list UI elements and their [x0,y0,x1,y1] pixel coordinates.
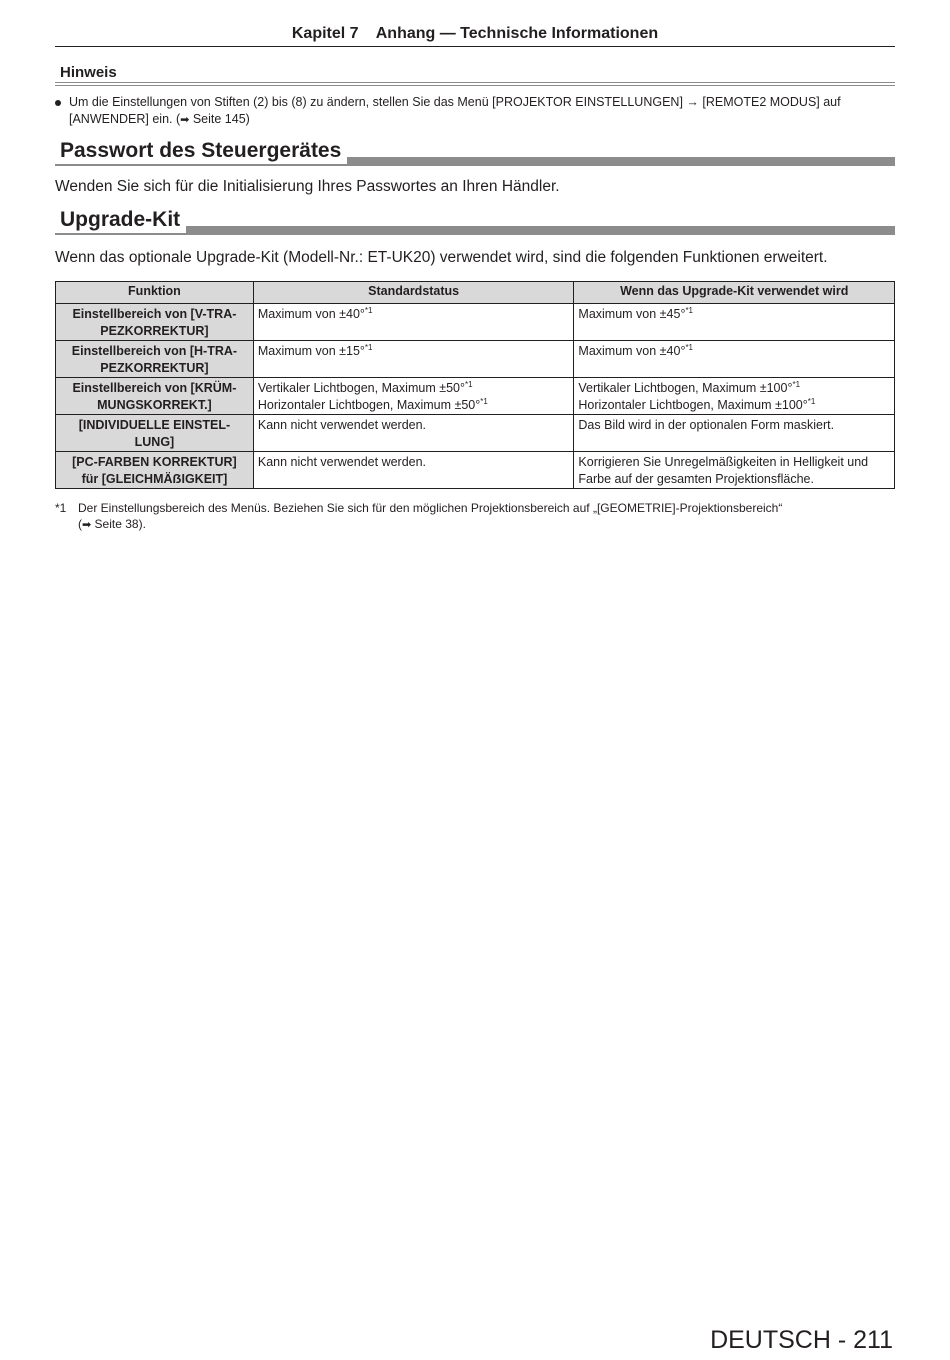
upgrade-status-cell: Vertikaler Lichtbogen, Maximum ±100°$^{*1}$ Horizontaler Lichtbogen, Maximum ±100°$^{*1}$ [574,378,895,415]
function-cell: [INDIVIDUELLE EINSTEL- LUNG] [56,415,254,452]
note-text: Um die Einstellungen von Stiften (2) bis (8) zu ändern, stellen Sie das Menü [PROJEKTOR EINSTELLUNGEN] → [REMOTE2 MODUS] auf [ANWENDER] ein. (➡ Seite 145) [69,94,895,129]
standard-status-cell: Maximum von ±15°$^{*1}$ [253,341,574,378]
footnote [55,501,895,533]
function-cell: Einstellbereich von [V-TRA- PEZKORREKTUR] [56,304,254,341]
footnote-mark: *1 [55,501,67,515]
section-heading-password [55,138,895,166]
table-row [56,415,895,452]
running-header [55,24,895,47]
standard-status-cell: Maximum von ±40°$^{*1}$ [253,304,574,341]
page-reference-arrow-icon: ➡ [82,518,92,531]
note-heading [55,62,895,86]
chapter-title: Kapitel 7 Anhang — Technische Informationen [291,25,659,42]
upgrade-kit-table [55,281,895,489]
upgrade-status-cell: Korrigieren Sie Unregelmäßigkeiten in Helligkeit und Farbe auf der gesamten Projektionsfläche. [574,452,895,489]
page-reference-link[interactable]: Seite 38). [91,516,146,531]
section-title: Upgrade-Kit [55,207,186,233]
column-header: Funktion [56,282,254,304]
table-row [56,341,895,378]
standard-status-cell: Vertikaler Lichtbogen, Maximum ±50°$^{*1}$ Horizontaler Lichtbogen, Maximum ±50°$^{*1}$ [253,378,574,415]
right-arrow-icon: → [686,95,699,109]
column-header: Standardstatus [253,282,574,304]
function-cell: Einstellbereich von [KRÜM- MUNGSKORREKT.] [56,378,254,415]
section-title: Passwort des Steuergerätes [55,138,347,164]
upgrade-status-cell: Maximum von ±40°$^{*1}$ [574,341,895,378]
upgrade-status-cell: Das Bild wird in der optionalen Form maskiert. [574,415,895,452]
table-row [56,452,895,489]
section-heading-upgrade-kit [55,207,895,235]
standard-status-cell: Kann nicht verwendet werden. [253,452,574,489]
function-cell: Einstellbereich von [H-TRA- PEZKORREKTUR] [56,341,254,378]
page-number: DEUTSCH - 211 [710,1326,893,1354]
function-cell: [PC-FARBEN KORREKTUR] für [GLEICHMÄẞIGKEIT] [56,452,254,489]
upgrade-kit-paragraph: Wenn das optionale Upgrade-Kit (Modell-Nr.: ET-UK20) verwendet wird, sind die folgenden Funktionen erweitert. [55,249,828,266]
note-heading-label: Hinweis [60,64,117,81]
note-item [55,94,895,129]
table-row [56,304,895,341]
table-row [56,378,895,415]
upgrade-status-cell: Maximum von ±45°$^{*1}$ [574,304,895,341]
password-paragraph: Wenden Sie sich für die Initialisierung Ihres Passwortes an Ihren Händler. [55,178,560,195]
standard-status-cell: Kann nicht verwendet werden. [253,415,574,452]
bullet-icon [55,100,61,106]
footnote-text: Der Einstellungsbereich des Menüs. Beziehen Sie sich für den möglichen Projektionsbereich auf „[GEOMETRIE]-Projektionsbereich“ (➡ Seite 38). [78,501,895,533]
table-header-row [56,282,895,304]
page-reference-link[interactable]: Seite 145) [189,112,250,126]
page-reference-arrow-icon: ➡ [180,114,190,126]
column-header: Wenn das Upgrade-Kit verwendet wird [574,282,895,304]
